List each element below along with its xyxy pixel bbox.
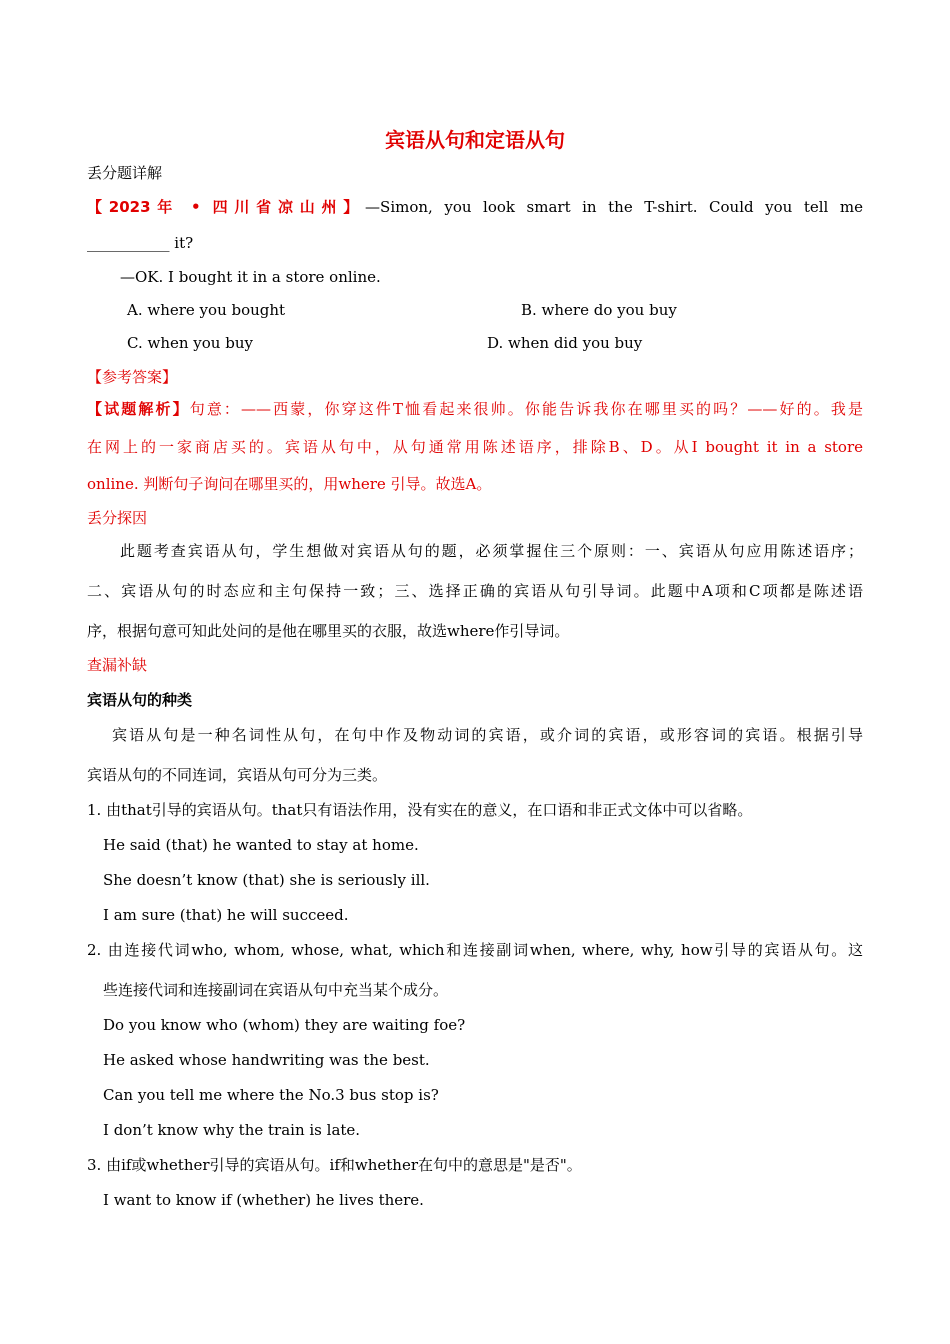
item2-example: Can you tell me where the No.3 bus stop is? — [103, 1086, 439, 1104]
answer-label: 【参考答案】 — [87, 368, 178, 386]
question-source: 【2023年 • 四川省凉山州】 — [87, 198, 366, 216]
analysis-line2: 在网上的一家商店买的。宾语从句中，从句通常用陈述语序，排除B、D。从I bought it in a store — [87, 438, 863, 456]
review-intro-line1: 宾语从句是一种名词性从句，在句中作及物动词的宾语，或介词的宾语，或形容词的宾语。根据引导 — [112, 726, 863, 744]
analysis-label: 【试题解析】 — [87, 400, 190, 418]
item1-example: I am sure (that) he will succeed. — [103, 906, 349, 924]
analysis-line3: online. 判断句子询问在哪里买的，用where 引导。故选A。 — [87, 475, 492, 493]
item1-text: 1. 由that引导的宾语从句。that只有语法作用，没有实在的意义，在口语和非正式文体中可以省略。 — [87, 801, 753, 819]
section-label: 丢分题详解 — [87, 164, 163, 182]
option-d: D. when did you buy — [487, 334, 643, 352]
page-title: 宾语从句和定语从句 — [385, 128, 565, 152]
item2-example: I don’t know why the train is late. — [103, 1121, 361, 1139]
item2-text-line2: 些连接代词和连接副词在宾语从句中充当某个成分。 — [103, 981, 449, 999]
option-c: C. when you buy — [127, 334, 253, 352]
item1-example: He said (that) he wanted to stay at home. — [103, 836, 419, 854]
item2-example: Do you know who (whom) they are waiting foe? — [103, 1016, 466, 1034]
item2-example: He asked whose handwriting was the best. — [103, 1051, 430, 1069]
question-reply: —OK. I bought it in a store online. — [120, 268, 381, 286]
cause-line3: 序，根据句意可知此处问的是他在哪里买的衣服，故选where作引导词。 — [87, 622, 570, 640]
question-stem-line2: ___________ it? — [87, 234, 194, 252]
cause-label: 丢分探因 — [87, 509, 148, 527]
item2-text-line1: 2. 由连接代词who, whom, whose, what, which和连接副词when, where, why, how引导的宾语从句。这 — [87, 941, 863, 959]
question-stem — [87, 197, 863, 217]
review-intro-line2: 宾语从句的不同连词，宾语从句可分为三类。 — [87, 766, 388, 784]
item3-example: I want to know if (whether) he lives there. — [103, 1191, 424, 1209]
review-label: 查漏补缺 — [87, 656, 148, 674]
analysis-line1 — [87, 399, 863, 419]
analysis-text-line1: 句意：——西蒙，你穿这件T恤看起来很帅。你能告诉我你在哪里买的吗？——好的。我是 — [189, 400, 863, 418]
review-heading: 宾语从句的种类 — [87, 691, 193, 709]
item3-text: 3. 由if或whether引导的宾语从句。if和whether在句中的意思是"是否"。 — [87, 1156, 582, 1174]
option-a: A. where you bought — [127, 301, 286, 319]
cause-line1: 此题考查宾语从句，学生想做对宾语从句的题，必须掌握住三个原则：一、宾语从句应用陈述语序； — [120, 542, 863, 560]
question-stem-line1: —Simon, you look smart in the T-shirt. Could you tell me — [365, 198, 863, 216]
option-b: B. where do you buy — [521, 301, 677, 319]
cause-line2: 二、宾语从句的时态应和主句保持一致；三、选择正确的宾语从句引导词。此题中A项和C项都是陈述语 — [87, 582, 863, 600]
item1-example: She doesn’t know (that) she is seriously ill. — [103, 871, 430, 889]
